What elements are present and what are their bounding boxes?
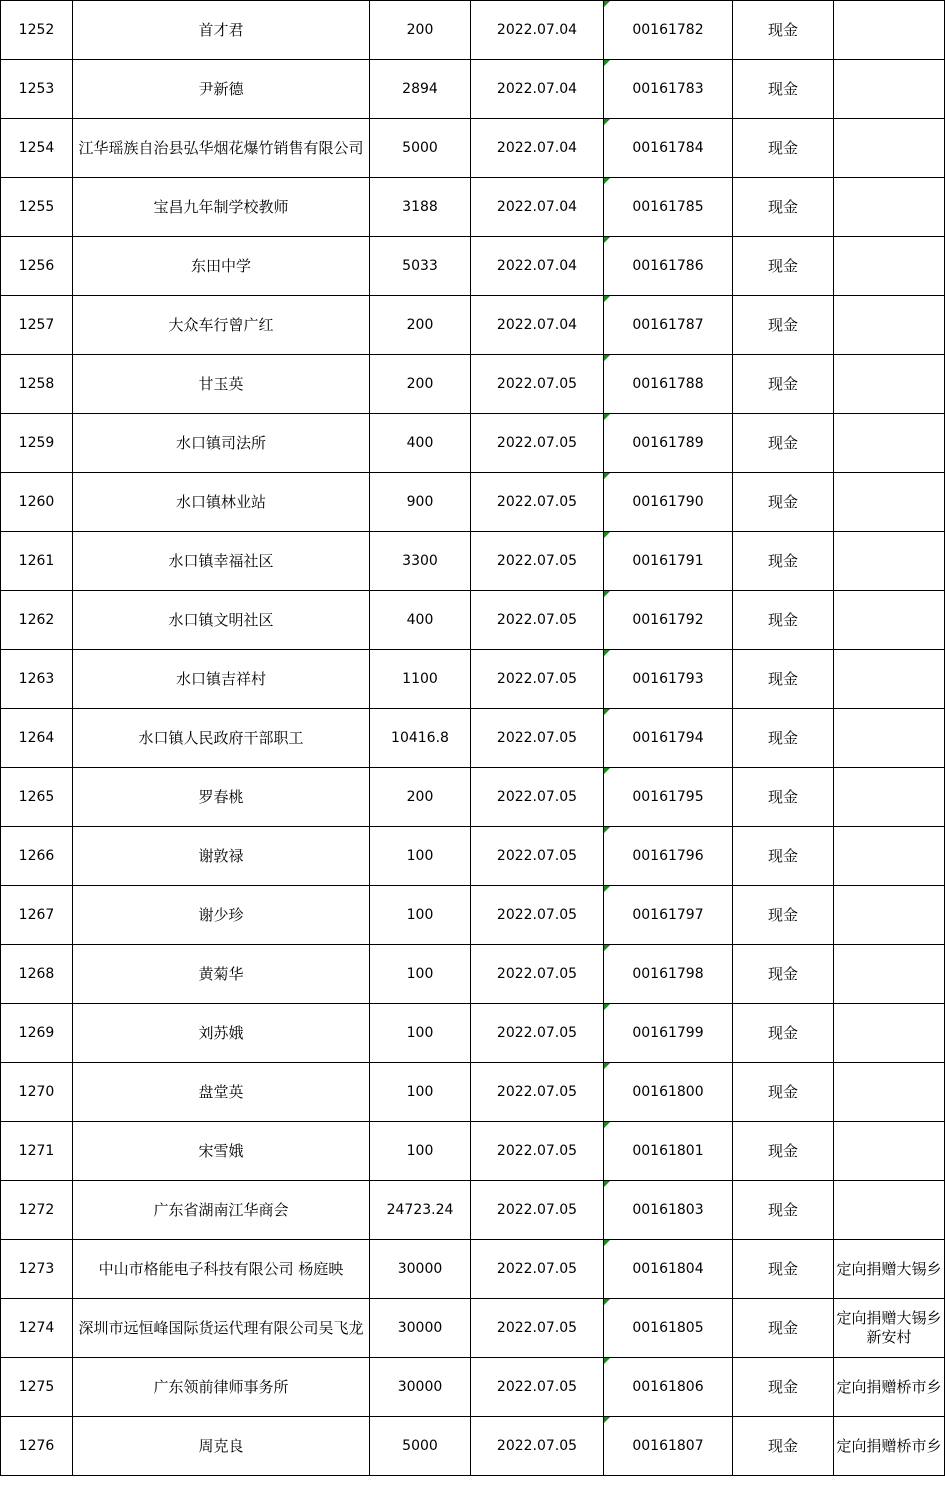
receipt-number-cell: 00161791 xyxy=(604,532,733,591)
remark-cell xyxy=(834,1063,945,1122)
donor-name-cell: 江华瑶族自治县弘华烟花爆竹销售有限公司 xyxy=(73,119,370,178)
date-cell: 2022.07.04 xyxy=(471,296,604,355)
donor-name-cell: 尹新德 xyxy=(73,60,370,119)
remark-cell xyxy=(834,1,945,60)
amount-cell: 200 xyxy=(370,296,471,355)
row-number-cell: 1263 xyxy=(1,650,73,709)
date-cell: 2022.07.04 xyxy=(471,60,604,119)
payment-method-cell: 现金 xyxy=(733,945,834,1004)
table-row xyxy=(1,178,945,237)
date-cell: 2022.07.05 xyxy=(471,1299,604,1358)
donor-name-cell: 刘苏娥 xyxy=(73,1004,370,1063)
receipt-number-cell: 00161793 xyxy=(604,650,733,709)
table-row xyxy=(1,768,945,827)
row-number-cell: 1276 xyxy=(1,1417,73,1476)
remark-cell xyxy=(834,650,945,709)
date-cell: 2022.07.04 xyxy=(471,237,604,296)
remark-cell xyxy=(834,945,945,1004)
row-number-cell: 1254 xyxy=(1,119,73,178)
remark-cell xyxy=(834,355,945,414)
donor-name-cell: 广东领前律师事务所 xyxy=(73,1358,370,1417)
remark-cell xyxy=(834,473,945,532)
remark-cell: 定向捐赠桥市乡 xyxy=(834,1358,945,1417)
row-number-cell: 1268 xyxy=(1,945,73,1004)
amount-cell: 100 xyxy=(370,1122,471,1181)
donor-name-cell: 深圳市远恒峰国际货运代理有限公司吴飞龙 xyxy=(73,1299,370,1358)
row-number-cell: 1266 xyxy=(1,827,73,886)
amount-cell: 100 xyxy=(370,945,471,1004)
receipt-number-cell: 00161785 xyxy=(604,178,733,237)
receipt-number-cell: 00161797 xyxy=(604,886,733,945)
donor-name-cell: 宋雪娥 xyxy=(73,1122,370,1181)
amount-cell: 1100 xyxy=(370,650,471,709)
receipt-number-cell: 00161787 xyxy=(604,296,733,355)
amount-cell: 30000 xyxy=(370,1240,471,1299)
receipt-number-cell: 00161798 xyxy=(604,945,733,1004)
date-cell: 2022.07.05 xyxy=(471,1417,604,1476)
row-number-cell: 1258 xyxy=(1,355,73,414)
row-number-cell: 1256 xyxy=(1,237,73,296)
table-row xyxy=(1,1240,945,1299)
receipt-number-cell: 00161786 xyxy=(604,237,733,296)
amount-cell: 200 xyxy=(370,768,471,827)
row-number-cell: 1271 xyxy=(1,1122,73,1181)
amount-cell: 100 xyxy=(370,1004,471,1063)
table-row xyxy=(1,827,945,886)
receipt-number-cell: 00161805 xyxy=(604,1299,733,1358)
remark-cell xyxy=(834,414,945,473)
receipt-number-cell: 00161794 xyxy=(604,709,733,768)
remark-cell xyxy=(834,1004,945,1063)
table-row xyxy=(1,1181,945,1240)
amount-cell: 5033 xyxy=(370,237,471,296)
date-cell: 2022.07.05 xyxy=(471,1122,604,1181)
date-cell: 2022.07.05 xyxy=(471,1240,604,1299)
receipt-number-cell: 00161789 xyxy=(604,414,733,473)
payment-method-cell: 现金 xyxy=(733,1417,834,1476)
table-row xyxy=(1,650,945,709)
receipt-number-cell: 00161783 xyxy=(604,60,733,119)
remark-cell xyxy=(834,591,945,650)
date-cell: 2022.07.05 xyxy=(471,768,604,827)
date-cell: 2022.07.05 xyxy=(471,473,604,532)
table-row xyxy=(1,296,945,355)
payment-method-cell: 现金 xyxy=(733,296,834,355)
date-cell: 2022.07.05 xyxy=(471,827,604,886)
table-row xyxy=(1,709,945,768)
payment-method-cell: 现金 xyxy=(733,60,834,119)
donor-name-cell: 水口镇林业站 xyxy=(73,473,370,532)
donor-name-cell: 甘玉英 xyxy=(73,355,370,414)
date-cell: 2022.07.05 xyxy=(471,1358,604,1417)
table-row xyxy=(1,1358,945,1417)
date-cell: 2022.07.05 xyxy=(471,591,604,650)
table-row xyxy=(1,414,945,473)
payment-method-cell: 现金 xyxy=(733,414,834,473)
remark-cell: 定向捐赠桥市乡 xyxy=(834,1417,945,1476)
date-cell: 2022.07.04 xyxy=(471,1,604,60)
remark-cell xyxy=(834,296,945,355)
table-row xyxy=(1,473,945,532)
date-cell: 2022.07.05 xyxy=(471,1004,604,1063)
table-row xyxy=(1,237,945,296)
receipt-number-cell: 00161799 xyxy=(604,1004,733,1063)
amount-cell: 400 xyxy=(370,414,471,473)
remark-cell xyxy=(834,709,945,768)
date-cell: 2022.07.05 xyxy=(471,886,604,945)
donor-name-cell: 水口镇司法所 xyxy=(73,414,370,473)
payment-method-cell: 现金 xyxy=(733,473,834,532)
table-row xyxy=(1,355,945,414)
amount-cell: 100 xyxy=(370,1063,471,1122)
row-number-cell: 1264 xyxy=(1,709,73,768)
date-cell: 2022.07.04 xyxy=(471,178,604,237)
receipt-number-cell: 00161796 xyxy=(604,827,733,886)
donor-name-cell: 罗春桃 xyxy=(73,768,370,827)
amount-cell: 5000 xyxy=(370,1417,471,1476)
row-number-cell: 1260 xyxy=(1,473,73,532)
donor-name-cell: 周克良 xyxy=(73,1417,370,1476)
donor-name-cell: 水口镇人民政府干部职工 xyxy=(73,709,370,768)
payment-method-cell: 现金 xyxy=(733,709,834,768)
payment-method-cell: 现金 xyxy=(733,178,834,237)
receipt-number-cell: 00161795 xyxy=(604,768,733,827)
row-number-cell: 1272 xyxy=(1,1181,73,1240)
remark-cell xyxy=(834,60,945,119)
receipt-number-cell: 00161801 xyxy=(604,1122,733,1181)
table-row xyxy=(1,886,945,945)
amount-cell: 30000 xyxy=(370,1358,471,1417)
payment-method-cell: 现金 xyxy=(733,119,834,178)
amount-cell: 200 xyxy=(370,355,471,414)
amount-cell: 5000 xyxy=(370,119,471,178)
donor-name-cell: 水口镇幸福社区 xyxy=(73,532,370,591)
payment-method-cell: 现金 xyxy=(733,1004,834,1063)
row-number-cell: 1253 xyxy=(1,60,73,119)
remark-cell xyxy=(834,178,945,237)
table-row xyxy=(1,119,945,178)
donor-name-cell: 首才君 xyxy=(73,1,370,60)
date-cell: 2022.07.05 xyxy=(471,355,604,414)
donor-name-cell: 水口镇文明社区 xyxy=(73,591,370,650)
payment-method-cell: 现金 xyxy=(733,886,834,945)
donor-name-cell: 黄菊华 xyxy=(73,945,370,1004)
date-cell: 2022.07.05 xyxy=(471,650,604,709)
donation-table-body xyxy=(1,1,945,1476)
receipt-number-cell: 00161784 xyxy=(604,119,733,178)
payment-method-cell: 现金 xyxy=(733,591,834,650)
table-row xyxy=(1,60,945,119)
payment-method-cell: 现金 xyxy=(733,1358,834,1417)
payment-method-cell: 现金 xyxy=(733,1181,834,1240)
row-number-cell: 1257 xyxy=(1,296,73,355)
amount-cell: 24723.24 xyxy=(370,1181,471,1240)
payment-method-cell: 现金 xyxy=(733,650,834,709)
payment-method-cell: 现金 xyxy=(733,768,834,827)
remark-cell xyxy=(834,119,945,178)
amount-cell: 30000 xyxy=(370,1299,471,1358)
table-row xyxy=(1,1063,945,1122)
donor-name-cell: 水口镇吉祥村 xyxy=(73,650,370,709)
payment-method-cell: 现金 xyxy=(733,1299,834,1358)
row-number-cell: 1252 xyxy=(1,1,73,60)
donor-name-cell: 谢少珍 xyxy=(73,886,370,945)
amount-cell: 400 xyxy=(370,591,471,650)
date-cell: 2022.07.04 xyxy=(471,119,604,178)
row-number-cell: 1269 xyxy=(1,1004,73,1063)
remark-cell: 定向捐赠大锡乡新安村 xyxy=(834,1299,945,1358)
amount-cell: 3300 xyxy=(370,532,471,591)
row-number-cell: 1262 xyxy=(1,591,73,650)
receipt-number-cell: 00161790 xyxy=(604,473,733,532)
remark-cell xyxy=(834,768,945,827)
payment-method-cell: 现金 xyxy=(733,1,834,60)
donor-name-cell: 广东省湖南江华商会 xyxy=(73,1181,370,1240)
donor-name-cell: 宝昌九年制学校教师 xyxy=(73,178,370,237)
remark-cell xyxy=(834,1122,945,1181)
amount-cell: 900 xyxy=(370,473,471,532)
amount-cell: 3188 xyxy=(370,178,471,237)
receipt-number-cell: 00161807 xyxy=(604,1417,733,1476)
donor-name-cell: 东田中学 xyxy=(73,237,370,296)
amount-cell: 200 xyxy=(370,1,471,60)
payment-method-cell: 现金 xyxy=(733,532,834,591)
donor-name-cell: 谢敦禄 xyxy=(73,827,370,886)
amount-cell: 10416.8 xyxy=(370,709,471,768)
row-number-cell: 1259 xyxy=(1,414,73,473)
payment-method-cell: 现金 xyxy=(733,237,834,296)
table-row xyxy=(1,1417,945,1476)
remark-cell xyxy=(834,827,945,886)
donor-name-cell: 盘堂英 xyxy=(73,1063,370,1122)
receipt-number-cell: 00161804 xyxy=(604,1240,733,1299)
payment-method-cell: 现金 xyxy=(733,1240,834,1299)
row-number-cell: 1270 xyxy=(1,1063,73,1122)
date-cell: 2022.07.05 xyxy=(471,1181,604,1240)
remark-cell: 定向捐赠大锡乡 xyxy=(834,1240,945,1299)
remark-cell xyxy=(834,237,945,296)
receipt-number-cell: 00161792 xyxy=(604,591,733,650)
date-cell: 2022.07.05 xyxy=(471,945,604,1004)
date-cell: 2022.07.05 xyxy=(471,1063,604,1122)
row-number-cell: 1261 xyxy=(1,532,73,591)
table-row xyxy=(1,1004,945,1063)
row-number-cell: 1274 xyxy=(1,1299,73,1358)
remark-cell xyxy=(834,532,945,591)
payment-method-cell: 现金 xyxy=(733,355,834,414)
row-number-cell: 1267 xyxy=(1,886,73,945)
date-cell: 2022.07.05 xyxy=(471,414,604,473)
donor-name-cell: 中山市格能电子科技有限公司 杨庭映 xyxy=(73,1240,370,1299)
table-row xyxy=(1,945,945,1004)
date-cell: 2022.07.05 xyxy=(471,709,604,768)
receipt-number-cell: 00161806 xyxy=(604,1358,733,1417)
payment-method-cell: 现金 xyxy=(733,1122,834,1181)
row-number-cell: 1255 xyxy=(1,178,73,237)
remark-cell xyxy=(834,1181,945,1240)
table-row xyxy=(1,1122,945,1181)
amount-cell: 2894 xyxy=(370,60,471,119)
table-row xyxy=(1,1,945,60)
payment-method-cell: 现金 xyxy=(733,1063,834,1122)
donor-name-cell: 大众车行曾广红 xyxy=(73,296,370,355)
receipt-number-cell: 00161788 xyxy=(604,355,733,414)
remark-cell xyxy=(834,886,945,945)
row-number-cell: 1265 xyxy=(1,768,73,827)
row-number-cell: 1275 xyxy=(1,1358,73,1417)
table-row xyxy=(1,1299,945,1358)
amount-cell: 100 xyxy=(370,827,471,886)
receipt-number-cell: 00161800 xyxy=(604,1063,733,1122)
table-row xyxy=(1,532,945,591)
amount-cell: 100 xyxy=(370,886,471,945)
table-row xyxy=(1,591,945,650)
receipt-number-cell: 00161803 xyxy=(604,1181,733,1240)
date-cell: 2022.07.05 xyxy=(471,532,604,591)
payment-method-cell: 现金 xyxy=(733,827,834,886)
row-number-cell: 1273 xyxy=(1,1240,73,1299)
receipt-number-cell: 00161782 xyxy=(604,1,733,60)
